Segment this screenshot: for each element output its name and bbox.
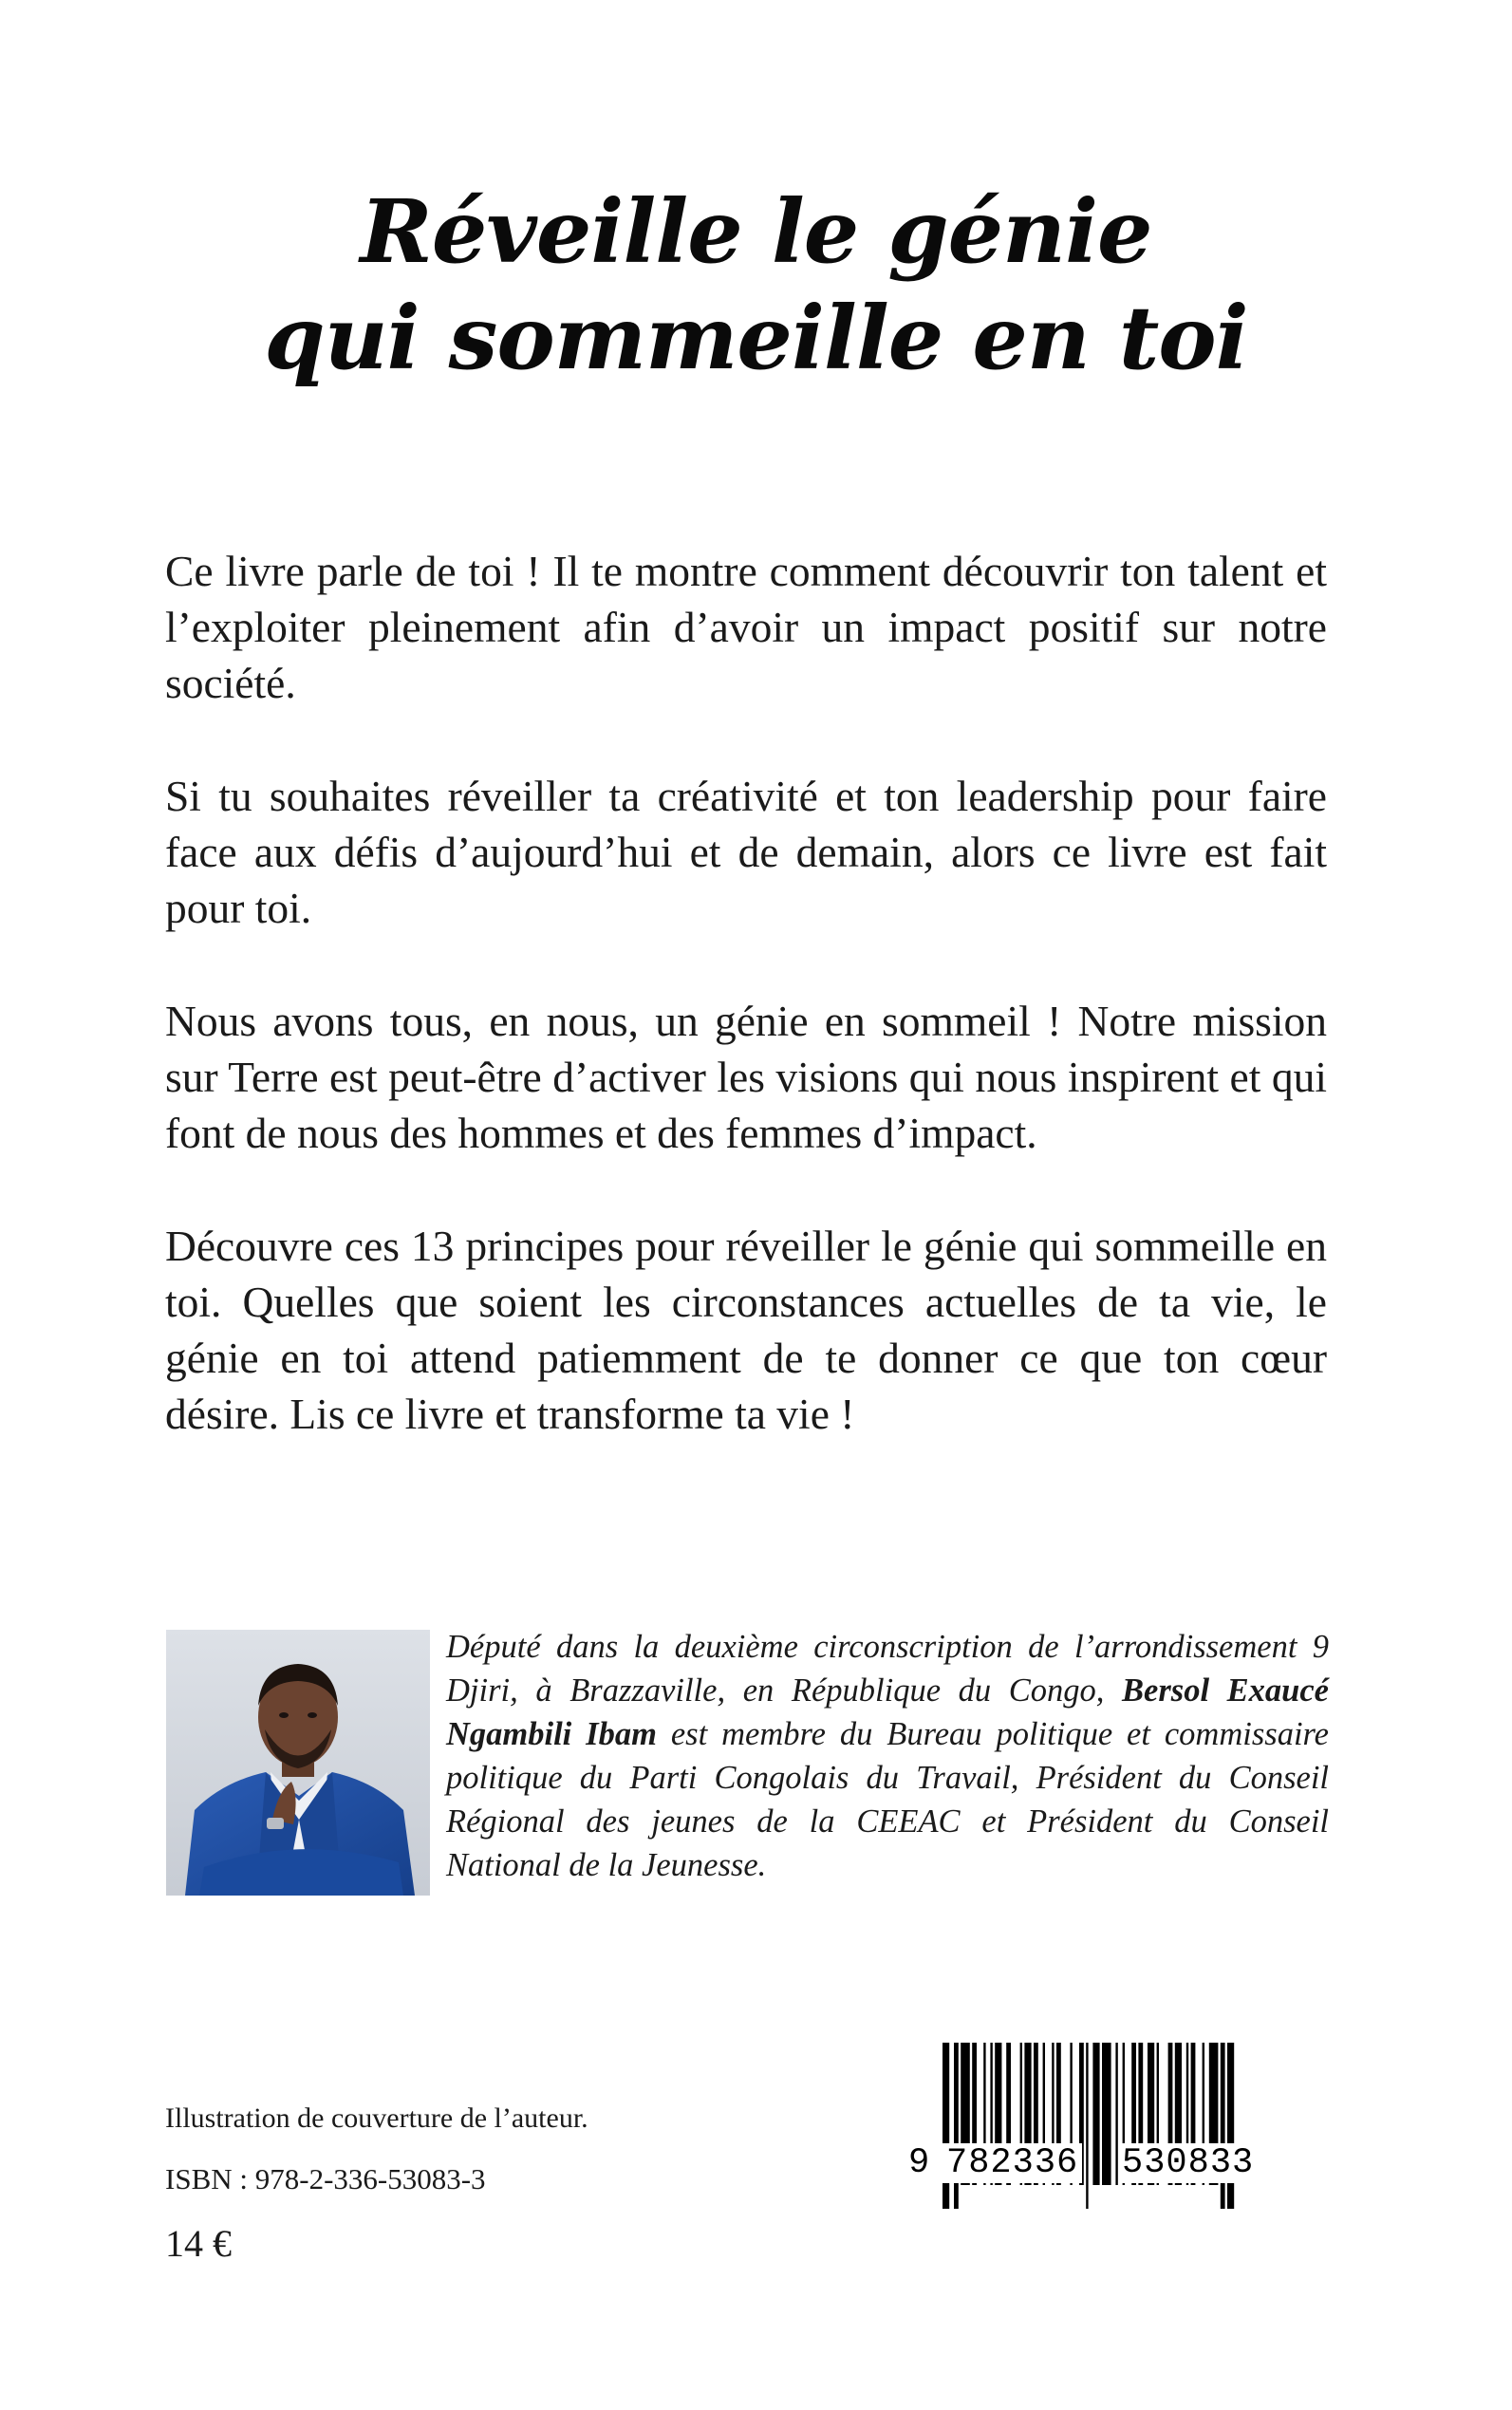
author-name: Bersol Exaucé Ngambili Ibam bbox=[446, 1672, 1329, 1752]
book-title bbox=[0, 178, 1512, 391]
cover-illustration-credit: Illustration de couverture de l’auteur. bbox=[165, 2102, 588, 2134]
barcode-bar bbox=[1102, 2043, 1111, 2185]
barcode-bar bbox=[1227, 2043, 1234, 2209]
isbn-number: ISBN : 978-2-336-53083-3 bbox=[165, 2162, 486, 2195]
barcode-bar bbox=[1086, 2043, 1088, 2209]
price: 14 € bbox=[165, 2222, 232, 2265]
barcode-digit-group-1: 782336 bbox=[943, 2143, 1082, 2183]
blurb-paragraph-1: Ce livre parle de toi ! Il te montre comment découvrir ton talent et l’exploiter pleinement afin d’avoir un impact positif sur notre société. bbox=[165, 547, 1327, 707]
author-photo bbox=[166, 1630, 430, 1896]
barcode-bar bbox=[954, 2043, 959, 2209]
barcode-digit-group-2: 530833 bbox=[1118, 2143, 1258, 2183]
barcode-lead-digit: 9 bbox=[908, 2143, 930, 2183]
barcode-bar bbox=[943, 2043, 949, 2209]
bio-text-before-name: Député dans la deuxième circonscription de l’arrondissement 9 Djiri, à Brazzaville, en République du Congo, bbox=[446, 1629, 1329, 1709]
blurb-paragraph-3: Nous avons tous, en nous, un génie en sommeil ! Notre mission sur Terre est peut-être d’activer les visions qui nous inspirent et qui font de nous des hommes et des femmes d’impact. bbox=[165, 997, 1327, 1157]
blurb-paragraph-2: Si tu souhaites réveiller ta créativité et ton leadership pour faire face aux défis d’aujourd’hui et de demain, alors ce livre est fait pour toi. bbox=[165, 772, 1327, 932]
back-cover-blurb bbox=[165, 543, 1327, 1499]
barcode-bar bbox=[1092, 2043, 1099, 2185]
title-line-1: Réveille le génie bbox=[360, 180, 1152, 283]
blurb-paragraph-4: Découvre ces 13 principes pour réveiller le génie qui sommeille en toi. Quelles que soient les circonstances actuelles de ta vie, le génie en toi attend patiemment de te donner ce que ton cœur désire. Lis ce livre et transforme ta vie ! bbox=[165, 1222, 1327, 1438]
isbn-barcode bbox=[906, 2043, 1305, 2209]
barcode-bar bbox=[1221, 2043, 1225, 2209]
author-biography bbox=[446, 1625, 1329, 1887]
bio-text-after-name: est membre du Bureau politique et commissaire politique du Parti Congolais du Travail, Président du Conseil Régional des jeunes de la CEEAC et Président du Conseil National de la Jeunesse. bbox=[446, 1716, 1329, 1883]
title-line-2: qui sommeille en toi bbox=[264, 287, 1248, 389]
author-portrait-illustration bbox=[166, 1630, 430, 1896]
